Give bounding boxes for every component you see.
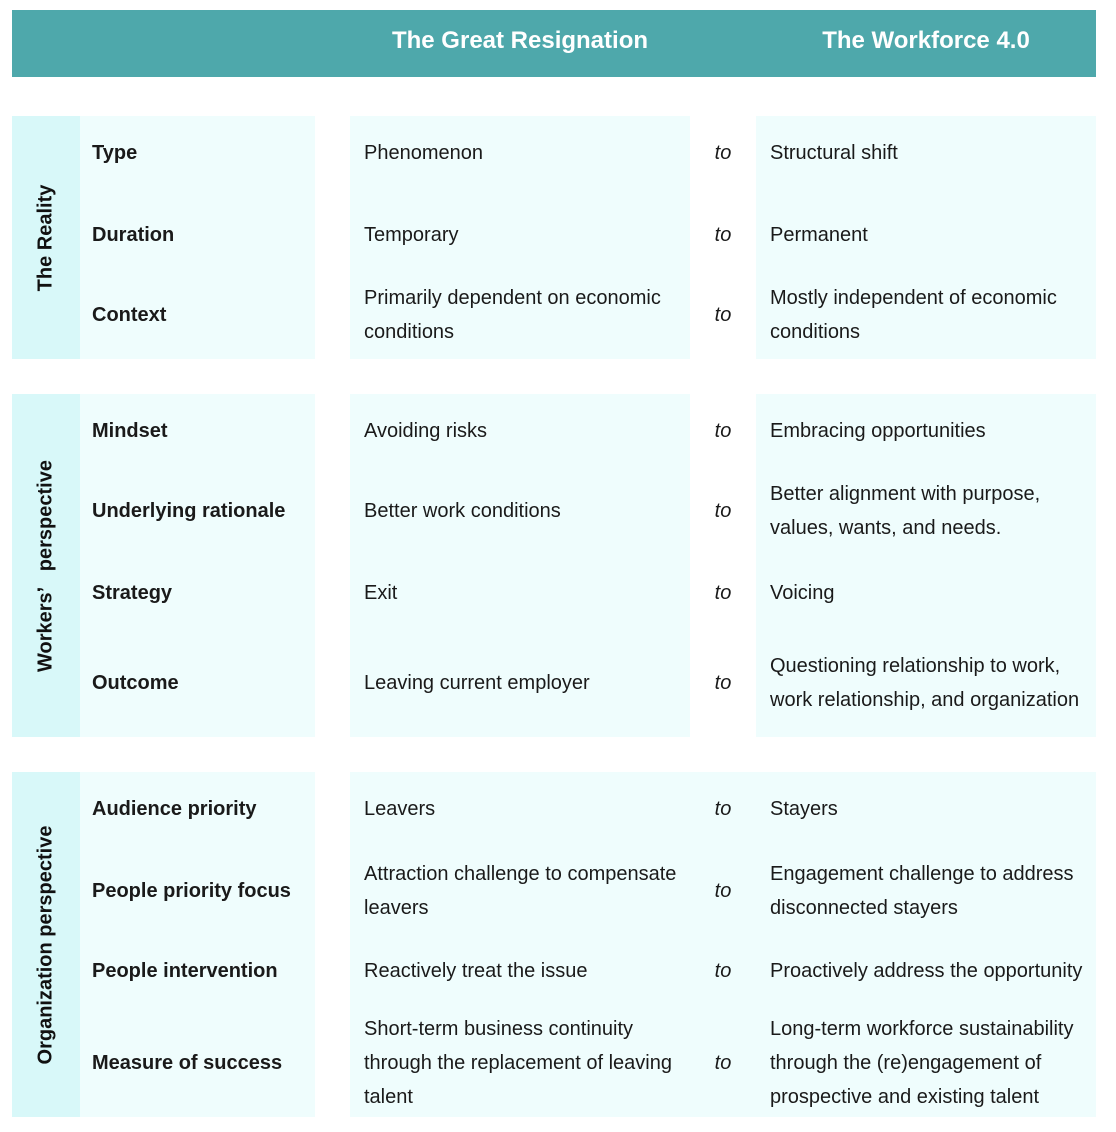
row-label: Context [92,304,167,326]
row-label: Audience priority [92,798,257,820]
great-resignation-value: Avoiding risks [364,420,488,442]
to-connector: to [714,798,732,820]
to-connector: to [714,880,732,902]
column-header-great-resignation: The Great Resignation [391,27,649,54]
workforce-value: Better alignment with purpose, values, wants, and needs. [770,483,1041,539]
section-organization-perspective [12,772,1096,1117]
great-resignation-value: Short-term business continuity through the replacement of leaving talent [364,1018,672,1108]
table-row [12,280,1096,350]
table-header [12,10,1096,77]
great-resignation-value: Better work conditions [364,500,561,522]
great-resignation-value: Exit [364,582,398,604]
workforce-value: Voicing [770,582,835,604]
table-row [12,402,1096,460]
row-label: Duration [92,224,175,246]
section-title: Workers’ perspective [34,459,57,672]
workforce-value: Proactively address the opportunity [770,960,1083,982]
to-connector: to [714,672,732,694]
row-label: Underlying rationale [92,500,286,522]
to-connector: to [714,500,732,522]
section-title: Organization perspective [34,825,57,1064]
table-row [12,856,1096,926]
table-row [12,206,1096,264]
great-resignation-value: Attraction challenge to compensate leavers [364,863,677,919]
row-label: People intervention [92,960,278,982]
workforce-value: Engagement challenge to address disconnected stayers [770,863,1074,919]
row-label: People priority focus [92,880,291,902]
table-row [12,632,1096,734]
section-workers-perspective [12,394,1096,737]
to-connector: to [714,1052,732,1074]
table-row [12,936,1096,1006]
table-row [12,564,1096,622]
great-resignation-value: Primarily dependent on economic conditions [364,287,661,343]
to-connector: to [714,960,732,982]
to-connector: to [714,224,732,246]
section-the-reality [12,116,1096,359]
great-resignation-value: Temporary [364,224,459,246]
workforce-value: Embracing opportunities [770,420,986,442]
great-resignation-value: Leaving current employer [364,672,590,694]
table-row [12,780,1096,838]
to-connector: to [714,582,732,604]
workforce-value: Long-term workforce sustainability through the (re)engagement of prospective and existing talent [770,1018,1074,1108]
column-header-workforce-4: The Workforce 4.0 [822,27,1030,54]
table-row [12,476,1096,546]
row-label: Outcome [92,672,179,694]
workforce-value: Questioning relationship to work, work relationship, and organization [770,655,1080,711]
row-label: Measure of success [92,1052,283,1074]
workforce-value: Permanent [770,224,868,246]
great-resignation-value: Leavers [364,798,436,820]
table-row [12,124,1096,182]
workforce-value: Mostly independent of economic conditions [770,287,1057,343]
row-label: Strategy [92,582,173,604]
table-row [12,1012,1096,1114]
workforce-value: Stayers [770,798,838,820]
to-connector: to [714,142,732,164]
to-connector: to [714,420,732,442]
to-connector: to [714,304,732,326]
section-title: The Reality [34,184,57,291]
great-resignation-value: Reactively treat the issue [364,960,588,982]
row-label: Mindset [92,420,168,442]
great-resignation-value: Phenomenon [364,142,483,164]
workforce-value: Structural shift [770,142,898,164]
row-label: Type [92,142,138,164]
